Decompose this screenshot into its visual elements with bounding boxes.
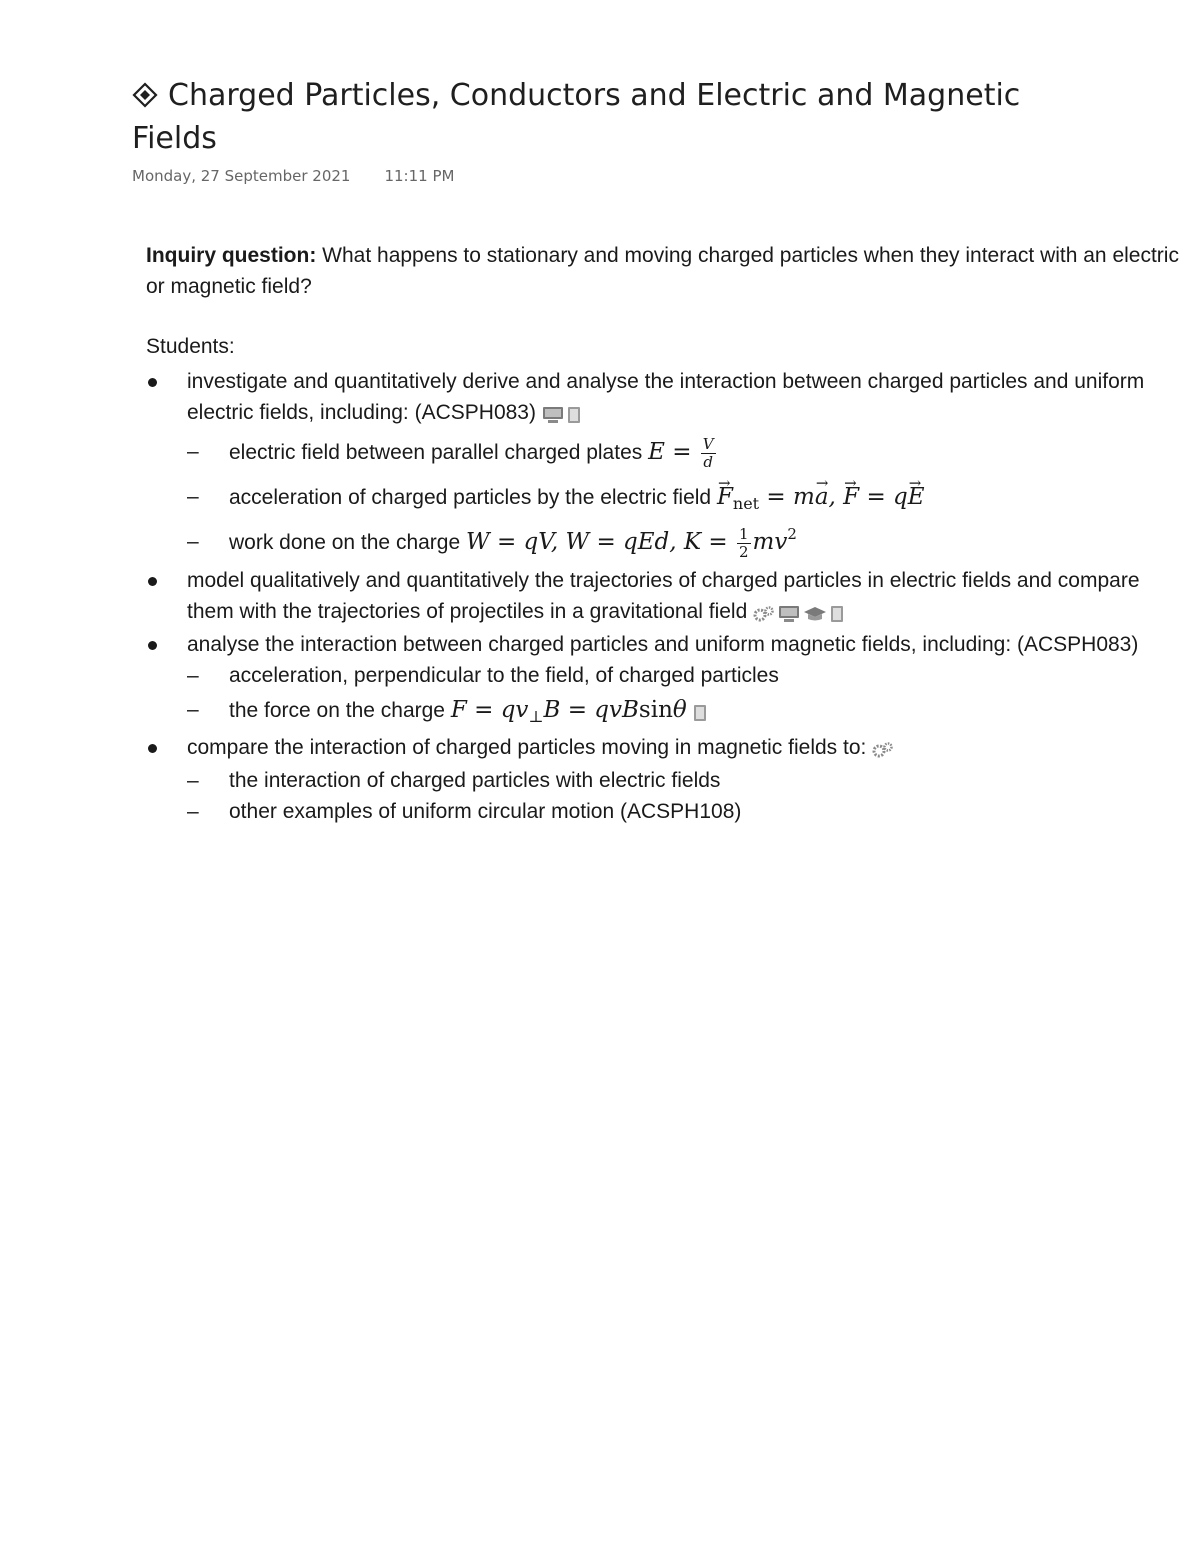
- outcome-text: compare the interaction of charged particles moving in magnetic fields to:: [187, 736, 867, 759]
- outcome-icons: [693, 694, 710, 732]
- outcome-icons: [542, 399, 584, 430]
- sub-list: [187, 660, 1191, 732]
- list-item: [187, 475, 1191, 520]
- list-item: [187, 765, 1191, 796]
- inquiry-text: What happens to stationary and moving charged particles when they interact with an electric or magnetic field?: [146, 244, 1179, 298]
- list-item: [187, 520, 1191, 565]
- list-item: [146, 366, 1191, 565]
- list-item: [187, 691, 1191, 732]
- outcome-text: analyse the interaction between charged particles and uniform magnetic fields, including: (ACSPH083): [187, 633, 1139, 656]
- formula: $F \to_{net}$ = ma →, F → = qE →: [717, 484, 925, 510]
- inquiry-question: [146, 240, 1191, 302]
- page-time: 11:11 PM: [384, 167, 455, 185]
- outcome-text: investigate and quantitatively derive and analyse the interaction between charged particles and uniform electric fields, including: (ACSPH083): [187, 370, 1145, 424]
- list-item: [187, 430, 1191, 475]
- page-meta: [132, 167, 454, 185]
- page-title: [132, 74, 1032, 160]
- list-item: [187, 660, 1191, 691]
- list-item: [146, 629, 1191, 732]
- sub-text: other examples of uniform circular motion (ACSPH108): [229, 800, 742, 823]
- sub-text: work done on the charge: [229, 531, 461, 554]
- bullet: [148, 744, 157, 753]
- formula: $F = qv_\perp B = qvBsin\theta$: [450, 697, 687, 726]
- page-title-text: Charged Particles, Conductors and Electric and Magnetic Fields: [132, 78, 1021, 156]
- bullet: [148, 378, 157, 387]
- list-item: [146, 565, 1191, 629]
- sub-text: acceleration, perpendicular to the field, of charged particles: [229, 664, 779, 687]
- bullet: [148, 577, 157, 586]
- sub-text: the force on the charge: [229, 699, 445, 722]
- dash: –: [187, 698, 199, 721]
- dash: –: [187, 485, 199, 508]
- syllabus-content: [146, 240, 1191, 827]
- diamond-icon: [132, 74, 158, 117]
- computer-icon: [542, 403, 567, 426]
- page-date: Monday, 27 September 2021: [132, 167, 351, 185]
- graduation-cap-icon: [803, 602, 830, 625]
- computer-icon: [778, 602, 803, 625]
- formula: E = $\frac{V}{d}$: [648, 434, 714, 471]
- dash: –: [187, 664, 199, 687]
- gears-icon: [872, 738, 897, 761]
- calculator-icon: [567, 403, 584, 426]
- gears-icon: [753, 602, 778, 625]
- sub-text: electric field between parallel charged plates: [229, 441, 643, 464]
- dash: –: [187, 530, 199, 553]
- outcome-text: model qualitatively and quantitatively the trajectories of charged particles in electric fields and compare them with the trajectories of projectiles in a gravitational field: [187, 569, 1140, 623]
- students-label: Students:: [146, 335, 235, 358]
- calculator-icon: [693, 701, 710, 724]
- bullet: [148, 641, 157, 650]
- dash: –: [187, 800, 199, 823]
- inquiry-label: Inquiry question:: [146, 244, 317, 267]
- sub-list: [187, 430, 1191, 565]
- list-item: [187, 796, 1191, 827]
- sub-text: acceleration of charged particles by the electric field: [229, 486, 712, 509]
- outcome-icons: [753, 598, 847, 629]
- outcome-list: [146, 366, 1191, 827]
- outcome-icons: [872, 734, 897, 765]
- list-item: [146, 732, 1191, 827]
- formula: W = qV, W = qEd, K = $\frac{1}{2}$ $mv^2$: [466, 524, 797, 561]
- sub-list: [187, 765, 1191, 827]
- sub-text: the interaction of charged particles with electric fields: [229, 769, 721, 792]
- dash: –: [187, 769, 199, 792]
- dash: –: [187, 440, 199, 463]
- calculator-icon: [830, 602, 847, 625]
